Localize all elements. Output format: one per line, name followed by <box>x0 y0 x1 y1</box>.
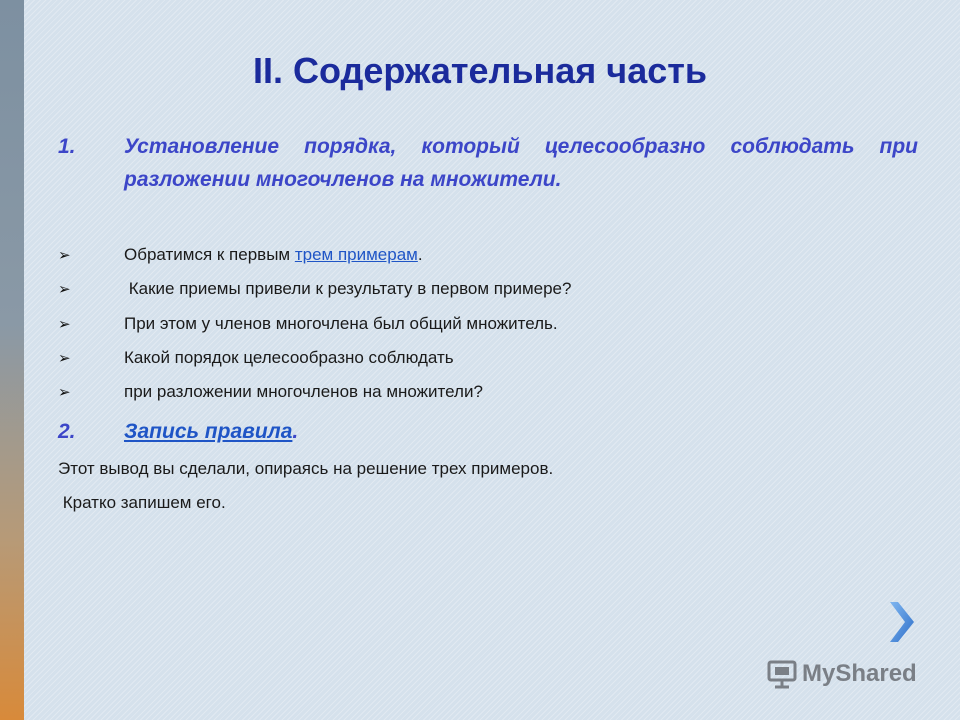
item-2-suffix: . <box>292 420 299 443</box>
slide-title: II. Содержательная часть <box>252 50 708 91</box>
item-1-number: 1. <box>58 135 76 158</box>
arrow-bullet-icon: ➢ <box>58 280 71 298</box>
bullet-text-end: . <box>417 245 423 264</box>
myshared-logo <box>766 656 917 692</box>
arrow-bullet-icon: ➢ <box>58 246 71 264</box>
arrow-bullet-icon: ➢ <box>58 315 71 333</box>
bullet-text: Какие приемы привели к результату в первом примере? <box>124 279 572 298</box>
bullet-text: Какой порядок целесообразно соблюдать <box>124 348 454 367</box>
item-1-text: Установление порядка, который целесообразно соблюдать при разложении многочленов на множители. <box>124 135 918 191</box>
bullet-text: Обратимся к первым <box>124 245 295 264</box>
bullet-text: при разложении многочленов на множители? <box>124 382 483 401</box>
conclusion-text: Этот вывод вы сделали, опираясь на решение трех примеров. <box>58 459 554 478</box>
arrow-bullet-icon: ➢ <box>58 349 71 367</box>
chevron-right-icon[interactable] <box>884 598 918 646</box>
side-accent-bar <box>0 0 24 720</box>
logo-text: MyShared <box>802 660 917 687</box>
numbered-item-1 <box>58 130 918 196</box>
item-2-number: 2. <box>58 420 76 443</box>
rule-record-link[interactable]: Запись правила <box>124 420 293 443</box>
presentation-board-icon <box>766 658 798 690</box>
examples-link[interactable]: трем примерам <box>294 245 418 264</box>
note-text: Кратко запишем его. <box>58 493 226 512</box>
bullet-text: При этом у членов многочлена был общий множитель. <box>124 314 558 333</box>
arrow-bullet-icon: ➢ <box>58 383 71 401</box>
numbered-item-2 <box>58 416 298 448</box>
